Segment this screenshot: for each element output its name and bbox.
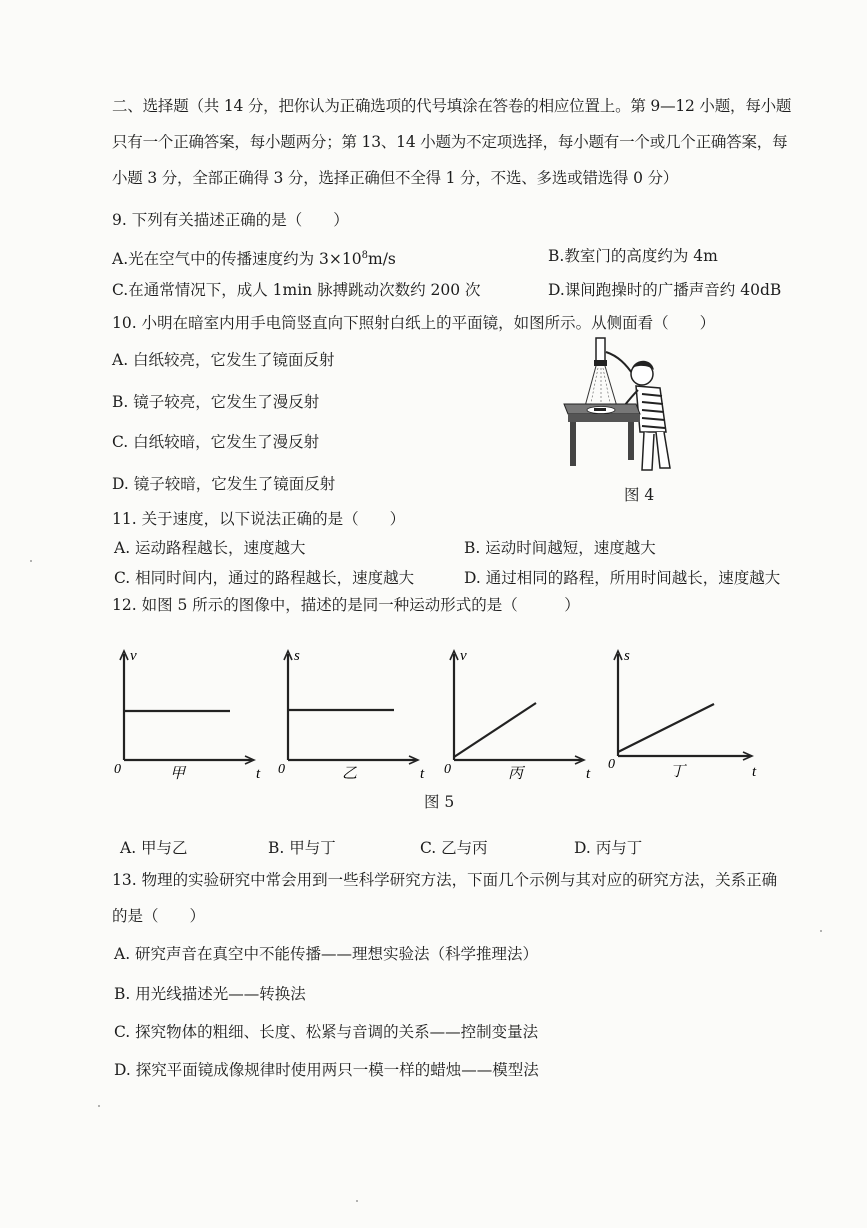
question-11-option-d: D. 通过相同的路程，所用时间越长，速度越大 [464,569,781,587]
question-10-option-a: A. 白纸较亮，它发生了镜面反射 [112,351,335,369]
graph-yi [276,640,426,785]
question-13-option-d: D. 探究平面镜成像规律时使用两只一模一样的蜡烛——模型法 [114,1061,539,1079]
graph-ding-line [618,704,714,752]
figure-4-caption: 图 4 [624,486,655,504]
question-13-stem-line-2: 的是（ ） [112,907,206,925]
graph-bing-y-axis-label: v [460,648,467,664]
question-9-option-b: B.教室门的高度约为 4m [548,247,718,265]
question-10-option-d: D. 镜子较暗，它发生了镜面反射 [112,475,336,493]
graph-ding-y-axis-label: s [624,648,630,664]
option-a-exponent: 8 [361,250,368,261]
graph-jia [112,640,262,785]
graph-bing-label: 丙 [508,766,524,782]
graph-jia-origin: 0 [114,762,121,777]
question-10-stem: 10. 小明在暗室内用手电筒竖直向下照射白纸上的平面镜，如图所示。从侧面看（ ） [112,314,716,332]
question-11-stem: 11. 关于速度，以下说法正确的是（ ） [112,510,406,528]
option-a-text: A.光在空气中的传播速度约为 3×10 [112,250,362,269]
graph-bing [442,640,592,785]
graph-bing-origin: 0 [444,762,451,777]
question-10-option-b: B. 镜子较亮，它发生了漫反射 [112,393,320,411]
graph-jia-label: 甲 [170,766,186,782]
question-12-stem: 12. 如图 5 所示的图像中，描述的是同一种运动形式的是（ ） [112,596,580,614]
question-9-stem: 9. 下列有关描述正确的是（ ） [112,211,349,229]
section-instructions-line-3: 小题 3 分，全部正确得 3 分，选择正确但不全得 1 分，不选、多选或错选得 0 分） [112,169,679,187]
question-11-option-a: A. 运动路程越长，速度越大 [114,539,306,557]
graph-ding-label: 丁 [670,764,686,780]
question-10-option-c: C. 白纸较暗，它发生了漫反射 [112,433,320,451]
question-13-option-a: A. 研究声音在真空中不能传播——理想实验法（科学推理法） [114,945,539,963]
question-12-option-b: B. 甲与丁 [268,839,336,857]
graph-yi-origin: 0 [278,762,285,777]
graph-jia-x-axis-label: t [256,766,261,782]
question-9-option-d: D.课间跑操时的广播声音约 40dB [548,281,782,299]
question-12-option-d: D. 丙与丁 [574,839,643,857]
section-instructions-line-1: 二、选择题（共 14 分，把你认为正确选项的代号填涂在答卷的相应位置上。第 9—12 小题，每小题 [112,97,792,115]
graph-ding-x-axis-label: t [752,764,757,780]
figure-5-caption: 图 5 [424,793,455,811]
graph-jia-y-axis-label: v [130,648,137,664]
graph-yi-label: 乙 [342,766,358,782]
figure-4-illustration [556,334,696,480]
section-instructions-line-2: 只有一个正确答案，每小题两分；第 13、14 小题为不定项选择，每小题有一个或几个正确答案，每 [112,133,788,151]
question-12-option-a: A. 甲与乙 [120,839,188,857]
question-13-option-b: B. 用光线描述光——转换法 [114,985,306,1003]
option-a-unit: m/s [368,250,396,269]
graph-ding [606,640,764,785]
question-13-option-c: C. 探究物体的粗细、长度、松紧与音调的关系——控制变量法 [114,1023,539,1041]
graph-bing-line [454,703,536,757]
question-11-option-b: B. 运动时间越短，速度越大 [464,539,656,557]
question-12-option-c: C. 乙与丙 [420,839,488,857]
question-11-option-c: C. 相同时间内，通过的路程越长，速度越大 [114,569,415,587]
graph-bing-x-axis-label: t [586,766,591,782]
graph-yi-y-axis-label: s [294,648,300,664]
question-13-stem-line-1: 13. 物理的实验研究中常会用到一些科学研究方法，下面几个示例与其对应的研究方法，关系正确 [112,871,778,889]
question-9-option-a [112,246,396,269]
graph-yi-x-axis-label: t [420,766,425,782]
question-9-option-c: C.在通常情况下，成人 1min 脉搏跳动次数约 200 次 [112,281,481,299]
graph-ding-origin: 0 [608,757,615,772]
